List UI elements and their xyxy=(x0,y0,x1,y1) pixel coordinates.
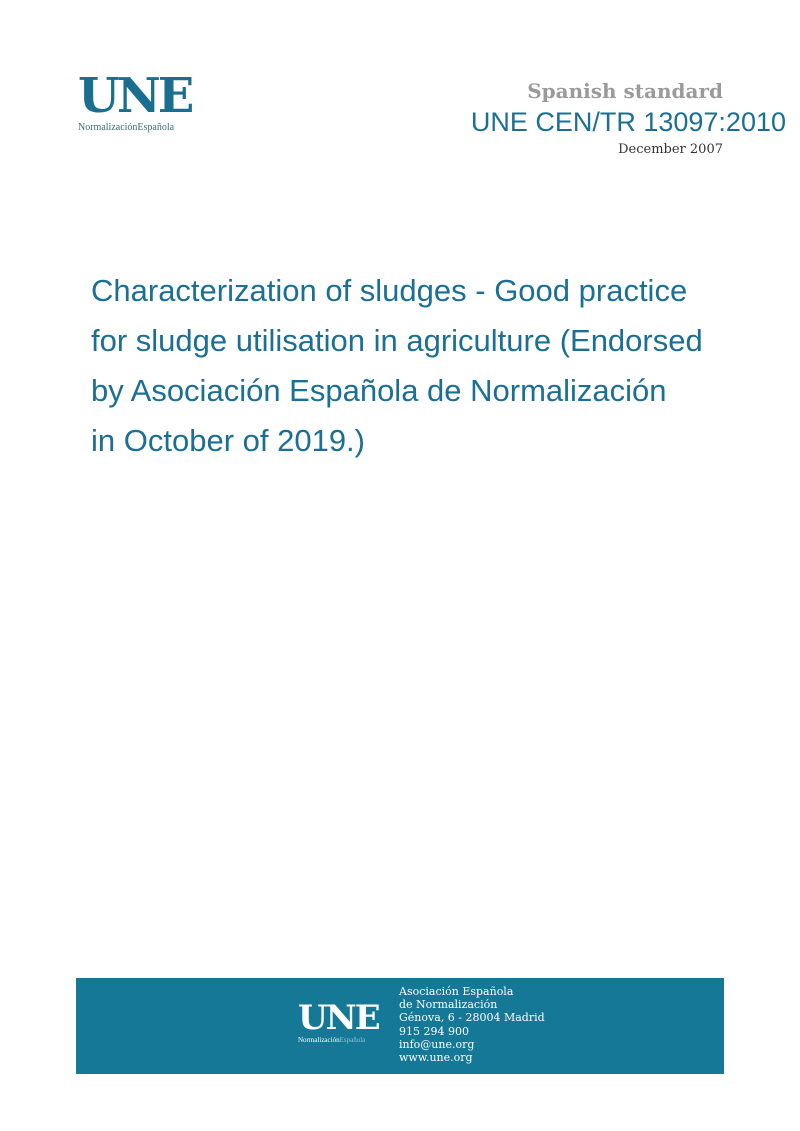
footer-org-name: Asociación Española xyxy=(399,985,514,998)
footer-band xyxy=(76,978,724,1074)
footer-address: Génova, 6 - 28004 Madrid xyxy=(399,1011,545,1025)
footer-logo-tagline-a: Normalización xyxy=(298,1036,340,1044)
standard-date: December 2007 xyxy=(618,142,723,157)
footer-org-name: de Normalización xyxy=(399,998,498,1012)
footer-website: www.une.org xyxy=(399,1051,473,1065)
title-line: for sludge utilisation in agriculture (Endorsed xyxy=(91,323,703,358)
footer-une-logo xyxy=(298,998,388,1044)
une-logo-mark: UNE xyxy=(78,68,192,124)
une-logo-tagline-a: Normalización xyxy=(78,122,138,133)
standard-code: UNE CEN/TR 13097:2010 xyxy=(470,107,786,137)
footer-email: info@une.org xyxy=(399,1037,475,1051)
footer-phone: 915 294 900 xyxy=(399,1024,469,1038)
document-title xyxy=(91,266,771,466)
footer-logo-tagline-b: Española xyxy=(339,1036,366,1044)
standard-kind: Spanish standard xyxy=(527,79,723,103)
une-logo-tagline-b: Española xyxy=(137,122,175,133)
title-line: in October of 2019.) xyxy=(91,423,365,458)
title-line: by Asociación Española de Normalización xyxy=(91,373,667,408)
title-line: Characterization of sludges - Good practice xyxy=(91,273,688,308)
footer-logo-mark: UNE xyxy=(298,998,379,1038)
footer-contact xyxy=(399,985,545,1064)
une-logo xyxy=(78,68,198,142)
